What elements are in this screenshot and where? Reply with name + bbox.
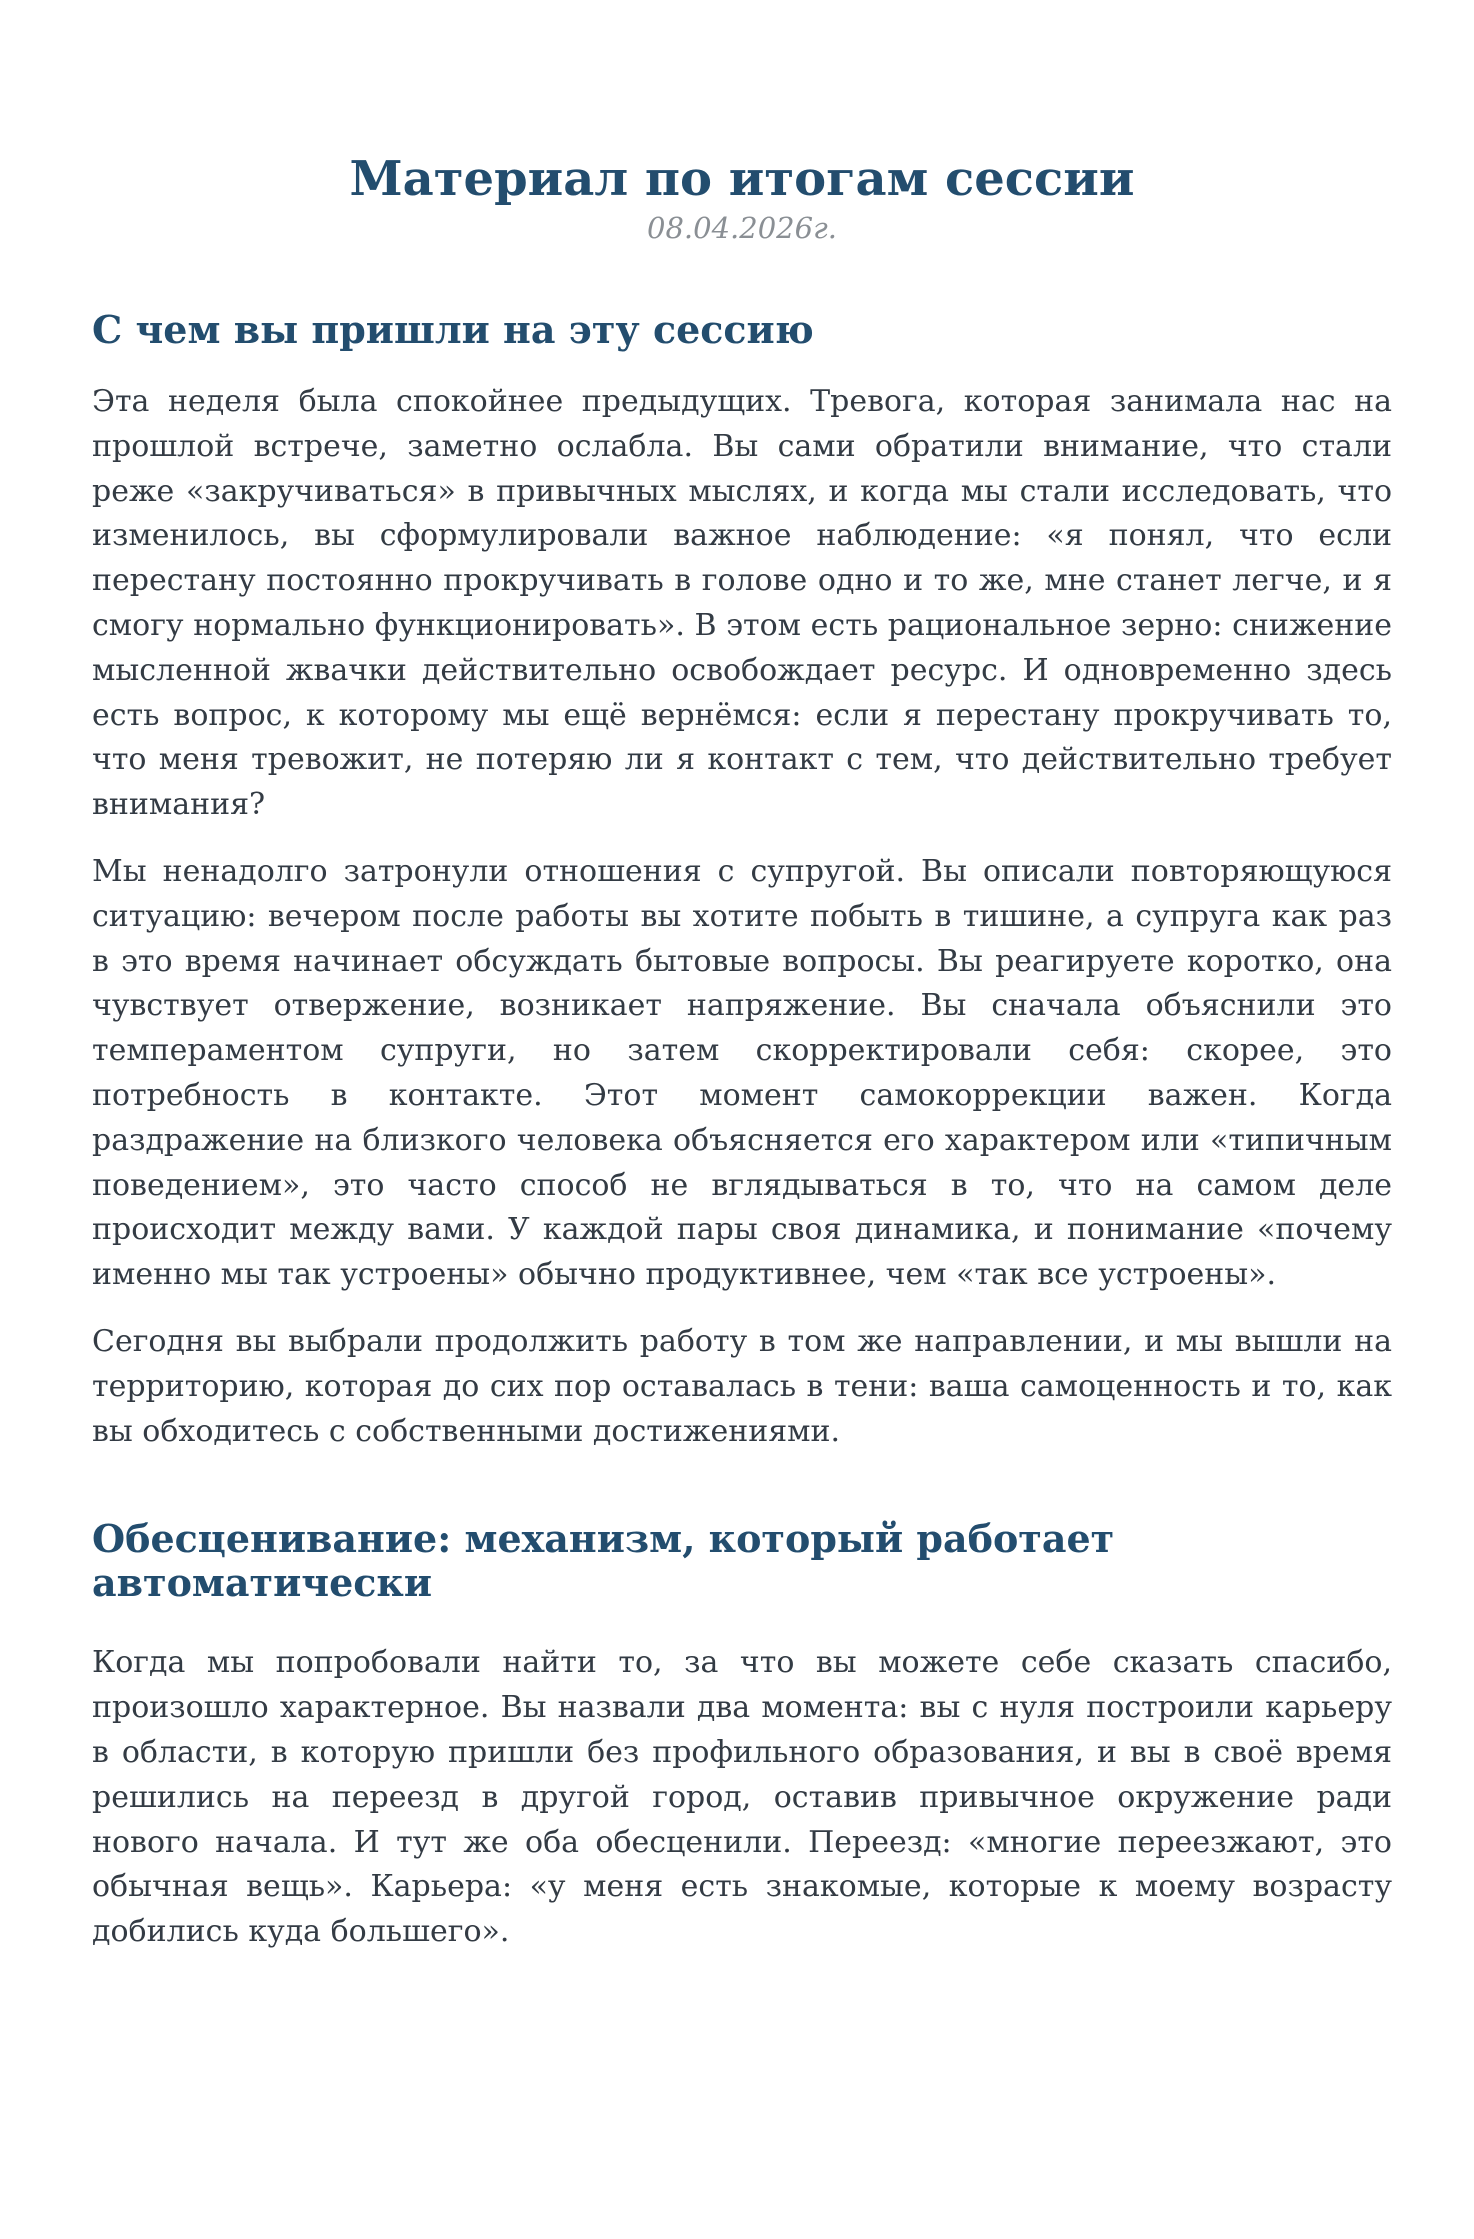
section-heading: Обесценивание: механизм, который работает автоматически (92, 1516, 1115, 1606)
section-heading: С чем вы пришли на эту сессию (92, 307, 814, 352)
section-paragraph: Когда мы попробовали найти то, за что вы можете себе сказать спасибо, произошло характерное. Вы назвали два момента: вы с нуля построили карьеру в области, в которую пришли без профильного образования, и вы в своё время решились на переезд в другой город, оставив привычное окружение ради нового начала. И тут же оба обесценили. Переезд: «многие переезжают, это обычная вещь». Карьера: «у меня есть знакомые, которые к моему возрасту добились куда большего». (92, 1645, 1392, 1950)
section-paragraph: Эта неделя была спокойнее предыдущих. Тревога, которая занимала нас на прошлой встрече, заметно ослабла. Вы сами обратили внимание, что стали реже «закручиваться» в привычных мыслях, и когда мы стали исследовать, что изменилось, вы сформулировали важное наблюдение: «я понял, что если перестану постоянно прокручивать в голове одно и то же, мне станет легче, и я смогу нормально функционировать». В этом есть рациональное зерно: снижение мысленной жвачки действительно освобождает ресурс. И одновременно здесь есть вопрос, к которому мы ещё вернёмся: если я перестану прокручивать то, что меня тревожит, не потеряю ли я контакт с тем, что действительно требует внимания? (92, 384, 1392, 823)
document-title: Материал по итогам сессии (349, 151, 1135, 207)
document-page (92, 150, 1392, 1955)
section-devaluation (92, 1517, 1392, 1955)
section-paragraph: Сегодня вы выбрали продолжить работу в том же направлении, и мы вышли на территорию, которая до сих пор оставалась в тени: ваша самоценность и то, как вы обходитесь с собственными достижениями. (92, 1323, 1392, 1449)
section-arrival (92, 308, 1392, 1454)
section-paragraph: Мы ненадолго затронули отношения с супругой. Вы описали повторяющуюся ситуацию: вечером после работы вы хотите побыть в тишине, а супруга как раз в это время начинает обсуждать бытовые вопросы. Вы реагируете коротко, она чувствует отвержение, возникает напряжение. Вы сначала объяснили это темпераментом супруги, но затем скорректировали себя: скорее, это потребность в контакте. Этот момент самокоррекции важен. Когда раздражение на близкого человека объясняется его характером или «типичным поведением», это часто способ не вглядываться в то, что на самом деле происходит между вами. У каждой пары своя динамика, и понимание «почему именно мы так устроены» обычно продуктивнее, чем «так все устроены». (92, 853, 1392, 1293)
document-date: 08.04.2026г. (647, 211, 837, 245)
